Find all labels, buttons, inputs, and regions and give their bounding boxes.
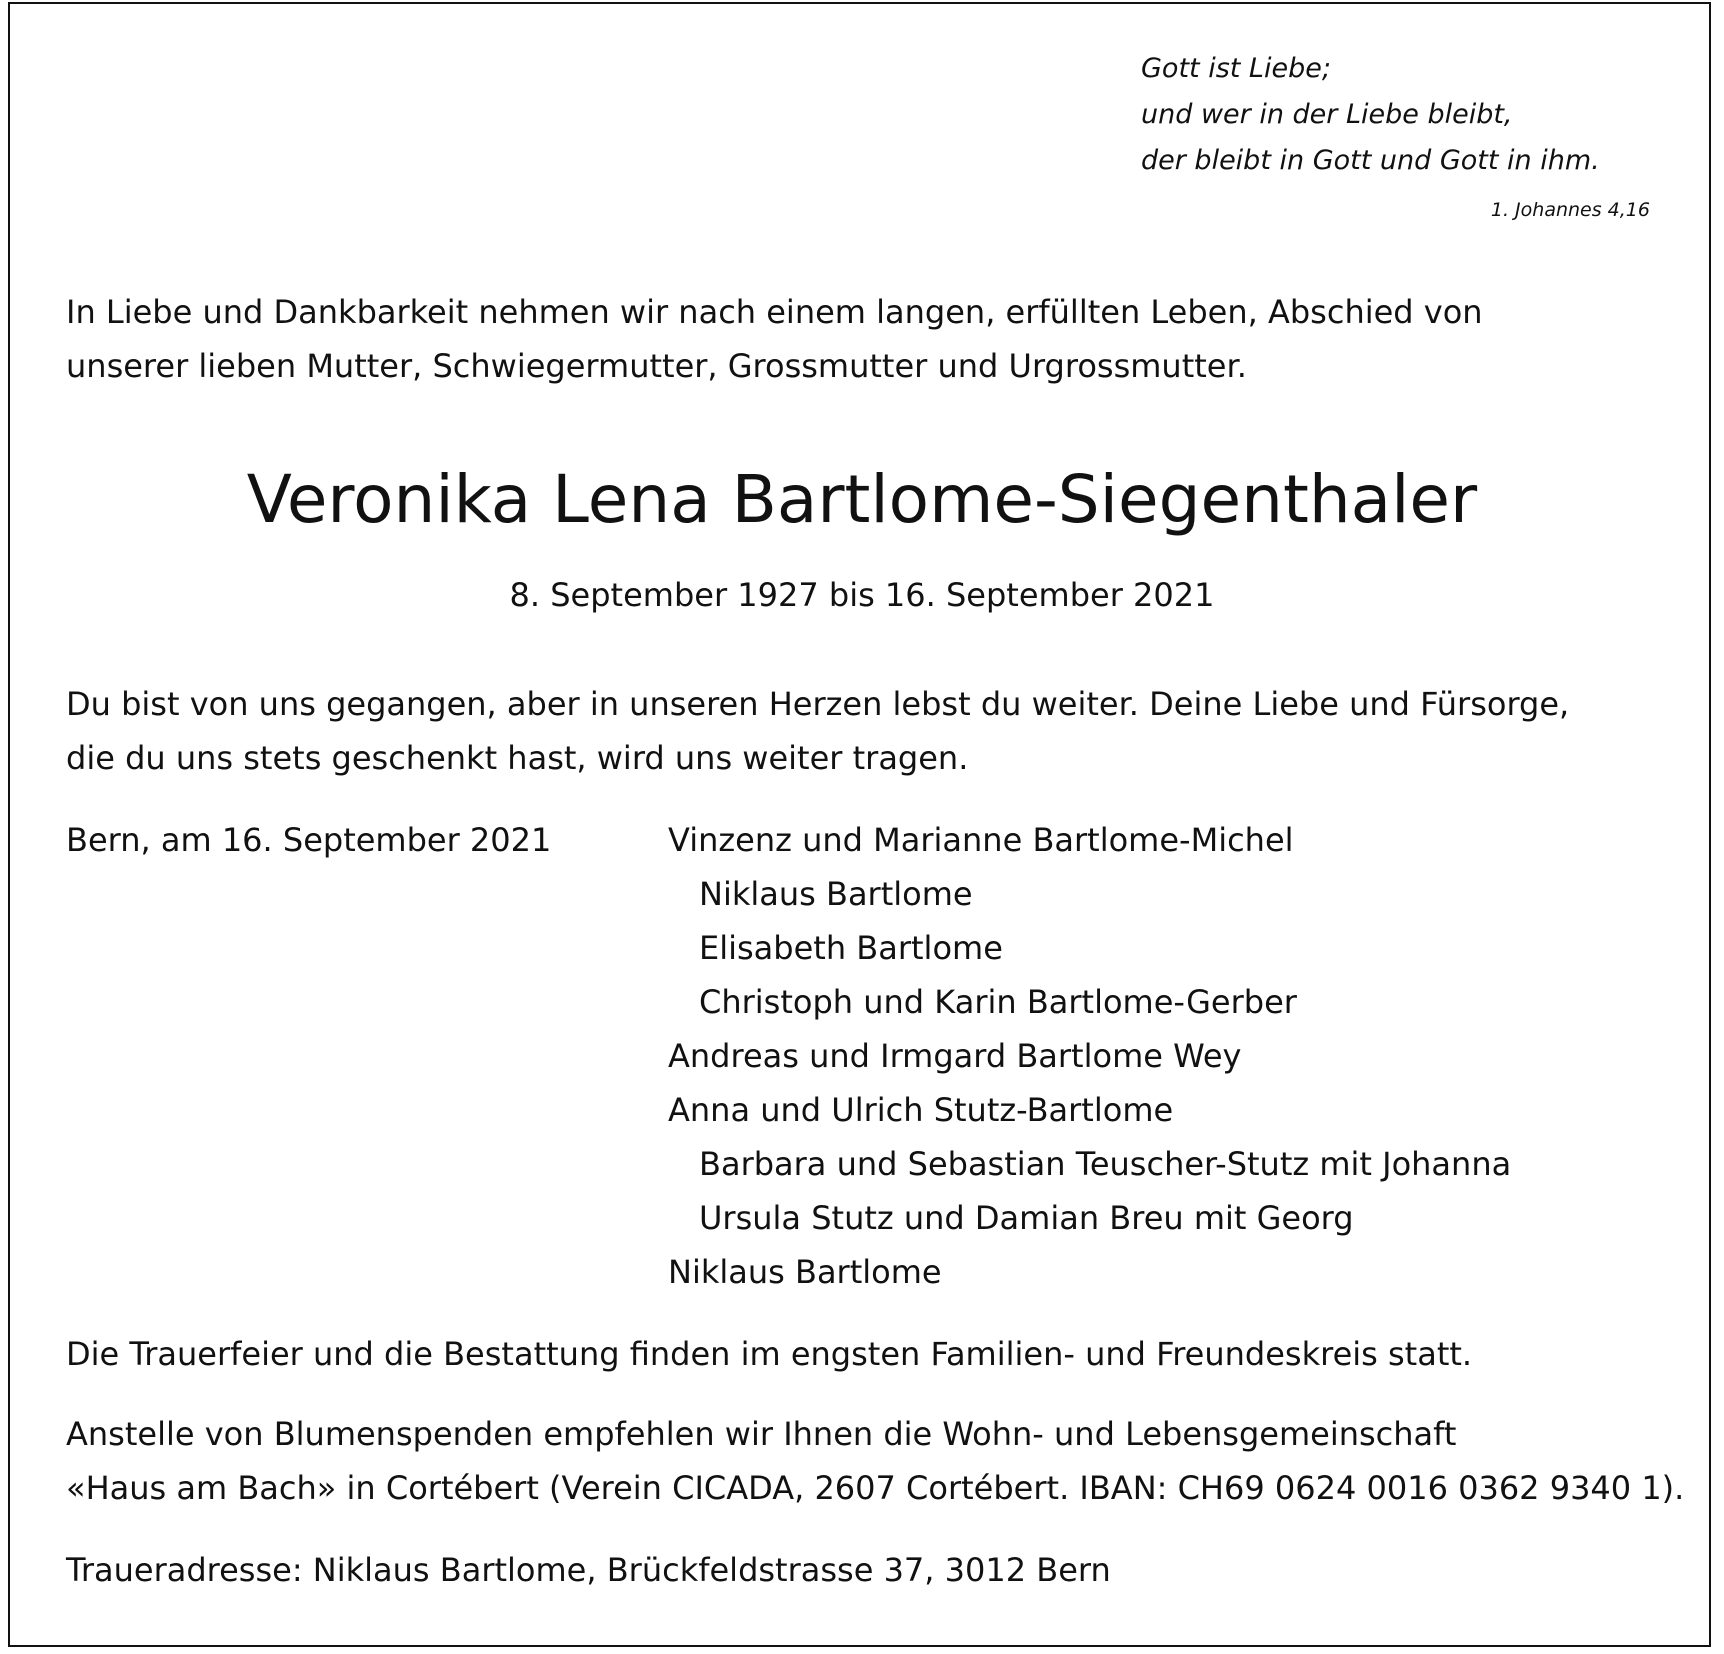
mourning-address: Traueradresse: Niklaus Bartlome, Brückfeldstrasse 37, 3012 Bern <box>66 1551 1111 1589</box>
verse-reference: 1. Johannes 4,16 <box>1490 199 1650 221</box>
intro-line-2: unserer lieben Mutter, Schwiegermutter, Grossmutter und Urgrossmutter. <box>66 347 1247 385</box>
mourner-name: Christoph und Karin Bartlome-Gerber <box>699 983 1297 1021</box>
mourner-name: Niklaus Bartlome <box>668 1253 942 1291</box>
donation-line-1: Anstelle von Blumenspenden empfehlen wir Ihnen die Wohn- und Lebensgemeinschaft <box>66 1415 1457 1453</box>
tribute-line-1: Du bist von uns gegangen, aber in unseren Herzen lebst du weiter. Deine Liebe und Fürsorge, <box>66 685 1570 723</box>
donation-line-2: «Haus am Bach» in Cortébert (Verein CICADA, 2607 Cortébert. IBAN: CH69 0624 0016 0362 9340 1). <box>66 1469 1685 1507</box>
tribute-line-2: die du uns stets geschenkt hast, wird uns weiter tragen. <box>66 739 969 777</box>
verse-line-1: Gott ist Liebe; <box>1141 53 1331 84</box>
life-dates: 8. September 1927 bis 16. September 2021 <box>509 576 1215 614</box>
deceased-name: Veronika Lena Bartlome-Siegenthaler <box>246 461 1478 538</box>
intro-line-1: In Liebe und Dankbarkeit nehmen wir nach einem langen, erfüllten Leben, Abschied von <box>66 293 1483 331</box>
place-date: Bern, am 16. September 2021 <box>66 821 552 859</box>
mourner-name: Barbara und Sebastian Teuscher-Stutz mit Johanna <box>699 1145 1512 1183</box>
mourner-name: Ursula Stutz und Damian Breu mit Georg <box>699 1199 1354 1237</box>
mourner-name: Anna und Ulrich Stutz-Bartlome <box>668 1091 1174 1129</box>
verse-line-2: und wer in der Liebe bleibt, <box>1141 99 1513 130</box>
mourner-name: Elisabeth Bartlome <box>699 929 1003 967</box>
mourner-name: Niklaus Bartlome <box>699 875 973 913</box>
verse-line-3: der bleibt in Gott und Gott in ihm. <box>1141 145 1600 176</box>
mourner-name: Vinzenz und Marianne Bartlome-Michel <box>668 821 1294 859</box>
ceremony-notice: Die Trauerfeier und die Bestattung finden im engsten Familien- und Freundeskreis statt. <box>66 1335 1473 1373</box>
mourner-name: Andreas und Irmgard Bartlome Wey <box>668 1037 1242 1075</box>
